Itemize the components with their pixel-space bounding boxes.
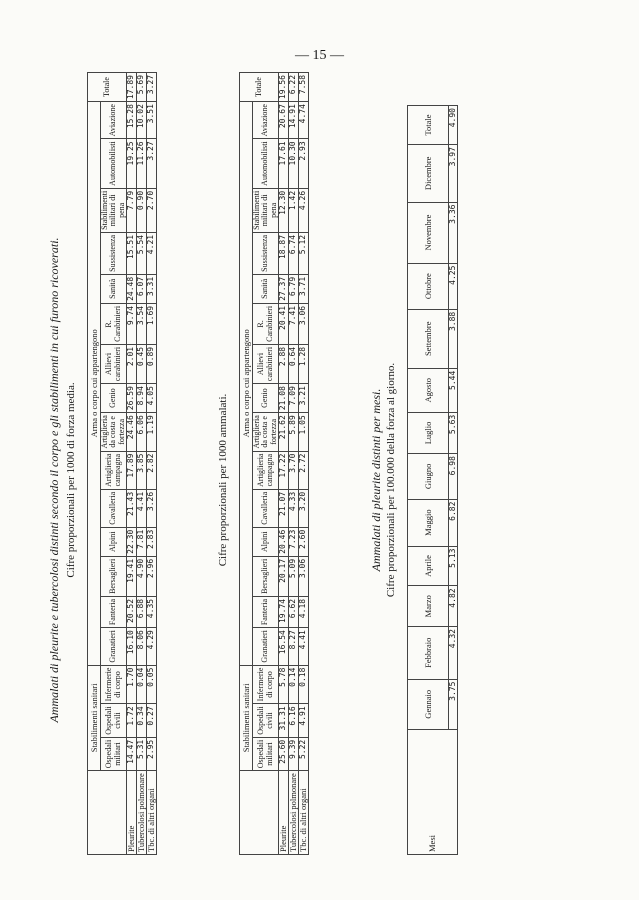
tbl1-cell: 8.06 [137, 628, 147, 665]
tbl1-cell: 4.35 [147, 596, 157, 627]
tbl1-col-header: Alpini [101, 527, 127, 556]
tbl1-cell: 19.25 [127, 139, 137, 188]
tbl1-col-header: Artiglieria campagna [101, 451, 127, 489]
tbl1-cell: 5.54 [137, 232, 147, 274]
tbl2-cell: 10.30 [289, 139, 299, 188]
tbl2-col-header: Cavalleria [253, 489, 279, 527]
tbl2-cell: 0.64 [289, 344, 299, 383]
table3-cell: 6.98 [449, 454, 458, 500]
tbl2-col-header: Bersaglieri [253, 556, 279, 596]
tbl1-col-header: R. Carabinieri [101, 303, 127, 344]
table3-month-header: Agosto [408, 368, 449, 412]
tbl1-cell: 4.21 [147, 232, 157, 274]
tbl1-cell: 8.94 [137, 384, 147, 413]
tbl1-cell: 4.05 [147, 384, 157, 413]
table3-title: Ammalati di pleurite distinti per mesi. [369, 388, 383, 572]
table3-month-header: Maggio [408, 499, 449, 546]
tbl2-col-header: Sanità [253, 274, 279, 303]
tbl1-cell: 7.79 [127, 188, 137, 232]
tbl2-cell: 31.31 [279, 704, 289, 737]
tbl2-row-label: Pleurite [279, 771, 289, 855]
tbl1-col-header: Granatieri [101, 628, 127, 665]
tbl2-col-header: Automobilisti [253, 139, 279, 188]
tbl2-cell: 2.93 [299, 139, 309, 188]
table3-cell: 6.82 [449, 499, 458, 546]
table1-group-armi: Arma o corpo cui appartengono [88, 102, 101, 666]
tbl2-row-label: Tbc. di altri organi [299, 771, 309, 855]
tbl2-cell: 4.18 [299, 596, 309, 627]
tbl1-cell: 11.26 [137, 139, 147, 188]
tbl2-cell: 21.07 [279, 489, 289, 527]
tbl1-cell: 4.29 [147, 628, 157, 665]
tbl2-cell: 3.20 [299, 489, 309, 527]
tbl2-cell: 20.17 [279, 556, 289, 596]
table3-month-header: Ottobre [408, 263, 449, 309]
tbl2-cell: 8.27 [289, 628, 299, 665]
tbl2-cell: 25.60 [279, 737, 289, 770]
tbl2-cell: 7.23 [289, 527, 299, 556]
tbl1-col-header: Fanteria [101, 596, 127, 627]
table3-cell: 5.44 [449, 368, 458, 412]
tbl1-cell: 14.47 [127, 737, 137, 770]
tbl1-cell: 4.41 [137, 489, 147, 527]
tbl2-cell: 3.70 [289, 451, 299, 489]
tbl2-cell: 5.22 [299, 737, 309, 770]
tbl2-cell: 7.09 [289, 384, 299, 413]
tbl2-col-header: R. Carabinieri [253, 303, 279, 344]
tbl2-cell: 4.74 [299, 102, 309, 139]
table1-group-sanitari: Stabilimenti sanitari [88, 665, 101, 771]
tbl1-cell: 16.10 [127, 628, 137, 665]
tbl1-cell: 24.48 [127, 274, 137, 303]
tbl2-row-label: Tubercolosi polmonare [289, 771, 299, 855]
tbl2-cell: 3.06 [299, 303, 309, 344]
tbl1-cell: 4.90 [137, 556, 147, 596]
table3-cell: 4.32 [449, 627, 458, 680]
tbl1-col-header: Stabilimenti militari di pena [101, 188, 127, 232]
table3-month-header: Gennaio [408, 679, 449, 729]
tbl1-col-header: Cavalleria [101, 489, 127, 527]
table1-subtitle: Cifre proporzionali per 1000 di forza media. [65, 382, 77, 578]
tbl1-cell: 1.72 [127, 704, 137, 737]
table3-row-label: Mesi [408, 730, 458, 855]
tbl2-cell: 6.16 [289, 704, 299, 737]
table3-month-header: Dicembre [408, 145, 449, 202]
table3 [407, 105, 458, 855]
tbl2-col-header: Ospedali militari [253, 737, 279, 770]
tbl2-cell: 18.87 [279, 232, 289, 274]
tbl1-cell: 20.52 [127, 596, 137, 627]
tbl1-col-header: Infermerie di corpo [101, 665, 127, 704]
table3-cell: 5.63 [449, 412, 458, 453]
tbl1-cell: 3.51 [147, 102, 157, 139]
tbl1-cell: 1.70 [127, 665, 137, 704]
table3-month-header: Aprile [408, 546, 449, 586]
tbl2-cell: 14.91 [289, 102, 299, 139]
tbl1-cell: 15.28 [127, 102, 137, 139]
tbl1-cell: 21.43 [127, 489, 137, 527]
tbl2-cell: 7.41 [289, 303, 299, 344]
table3-month-header: Giugno [408, 454, 449, 500]
tbl2-cell: 5.12 [299, 232, 309, 274]
tbl1-row-label: Tbc. di altri organi [147, 771, 157, 855]
tbl2-cell: 1.28 [299, 344, 309, 383]
tbl2-col-header: Artiglieria campagna [253, 451, 279, 489]
table3-cell: 3.88 [449, 309, 458, 368]
tbl2-cell: 19.74 [279, 596, 289, 627]
tbl1-cell: 0.04 [137, 665, 147, 704]
tbl2-cell: 17.22 [279, 451, 289, 489]
tbl1-cell: 5.31 [137, 737, 147, 770]
tbl2-row [289, 72, 299, 854]
tbl1-cell: 0.05 [147, 665, 157, 704]
table3-cell: 3.36 [449, 202, 458, 263]
tbl2-cell: 0.18 [299, 665, 309, 704]
tbl1-row [147, 72, 157, 854]
tbl1-cell: 6.88 [137, 596, 147, 627]
table3-month-header: Novembre [408, 202, 449, 263]
tbl2-cell: 20.41 [279, 303, 289, 344]
tbl2-col-header: Fanteria [253, 596, 279, 627]
table3-month-header: Settembre [408, 309, 449, 368]
table3-month-header: Marzo [408, 586, 449, 627]
tbl2-cell: 5.09 [289, 556, 299, 596]
tbl1-cell: 3.31 [147, 274, 157, 303]
tbl1-col-header: Sussistenza [101, 232, 127, 274]
table2-group-armi: Arma o corpo cui appartengono [240, 102, 253, 666]
tbl1-cell: 22.30 [127, 527, 137, 556]
tbl2-col-header: Aviazione [253, 102, 279, 139]
tbl1-cell: 3.85 [137, 451, 147, 489]
tbl1-cell: 3.26 [147, 489, 157, 527]
tbl1-row [137, 72, 147, 854]
tbl2-cell: 9.39 [289, 737, 299, 770]
tbl2-cell: 1.05 [299, 413, 309, 451]
tbl1-col-header: Allievi carabinieri [101, 344, 127, 383]
tbl2-cell: 4.33 [289, 489, 299, 527]
tbl2-col-header: Allievi carabinieri [253, 344, 279, 383]
tbl2-cell: 3.71 [299, 274, 309, 303]
table3-cell: 4.25 [449, 263, 458, 309]
table1-col-totale: Totale [88, 72, 127, 101]
tbl2-col-header: Sussistenza [253, 232, 279, 274]
tbl1-cell: 26.59 [127, 384, 137, 413]
tbl2-col-header: Genio [253, 384, 279, 413]
tbl2-cell: 1.42 [289, 188, 299, 232]
tbl2-cell: 6.62 [289, 596, 299, 627]
tbl1-col-header: Artiglieria da costa e fortezza [101, 413, 127, 451]
tbl1-col-header: Genio [101, 384, 127, 413]
tbl2-cell: 5.89 [289, 413, 299, 451]
tbl1-cell: 2.82 [147, 451, 157, 489]
tbl1-cell: 0.34 [137, 704, 147, 737]
table2-corner [240, 771, 279, 855]
tbl2-cell: 6.74 [289, 232, 299, 274]
rotated-content [39, 74, 599, 865]
tbl2-col-header: Granatieri [253, 628, 279, 665]
tbl1-cell: 19.41 [127, 556, 137, 596]
tbl2-cell: 0.14 [289, 665, 299, 704]
table2 [239, 72, 309, 855]
tbl1-cell: 7.81 [137, 527, 147, 556]
tbl2-cell: 19.56 [279, 72, 289, 101]
table3-subtitle: Cifre proporzionali per 100.000 della forza al giorno. [385, 362, 397, 598]
table3-cell: 5.13 [449, 546, 458, 586]
tbl2-cell: 6.22 [289, 72, 299, 101]
tbl2-cell: 4.41 [299, 628, 309, 665]
table3-cell: 3.75 [449, 679, 458, 729]
tbl1-cell: 2.83 [147, 527, 157, 556]
tbl1-cell: 10.02 [137, 102, 147, 139]
tbl1-col-header: Sanità [101, 274, 127, 303]
tbl2-col-header: Artiglieria da costa e fortezza [253, 413, 279, 451]
table1-title: Ammalati di pleurite e tubercolosi distinti secondo il corpo e gli stabilimenti in cui furono ricoverati. [47, 237, 61, 723]
tbl1-cell: 0.27 [147, 704, 157, 737]
tbl2-cell: 3.06 [299, 556, 309, 596]
tbl1-cell: 1.19 [147, 413, 157, 451]
tbl2-cell: 2.88 [279, 344, 289, 383]
table2-subtitle: Cifre proporzionali per 1000 ammalati. [217, 393, 229, 567]
tbl2-col-header: Stabilimenti militari di pena [253, 188, 279, 232]
tbl2-cell: 20.67 [279, 102, 289, 139]
tbl2-cell: 3.21 [299, 384, 309, 413]
tbl1-cell: 2.96 [147, 556, 157, 596]
tbl2-cell: 4.26 [299, 188, 309, 232]
tbl2-row [279, 72, 289, 854]
tbl1-row [127, 72, 137, 854]
tbl2-col-header: Alpini [253, 527, 279, 556]
table2-group-sanitari: Stabilimenti sanitari [240, 665, 253, 771]
table1 [87, 72, 157, 855]
tbl1-col-header: Ospedali civili [101, 704, 127, 737]
tbl1-cell: 6.07 [137, 274, 147, 303]
tbl1-cell: 0.90 [137, 188, 147, 232]
table3-month-header: Febbraio [408, 627, 449, 680]
tbl2-cell: 4.91 [299, 704, 309, 737]
tbl2-cell: 21.62 [279, 413, 289, 451]
table3-cell: 3.97 [449, 145, 458, 202]
tbl1-col-header: Automobilisti [101, 139, 127, 188]
tbl1-cell: 2.70 [147, 188, 157, 232]
tbl2-cell: 7.58 [299, 72, 309, 101]
tbl1-cell: 15.51 [127, 232, 137, 274]
table3-cell: 4.82 [449, 586, 458, 627]
tbl1-cell: 9.74 [127, 303, 137, 344]
page-number: — 15 — [295, 48, 344, 63]
table1-corner [88, 771, 127, 855]
tbl1-cell: 0.45 [137, 344, 147, 383]
tbl2-cell: 16.54 [279, 628, 289, 665]
tbl1-row-label: Pleurite [127, 771, 137, 855]
tbl2-cell: 20.46 [279, 527, 289, 556]
tbl1-cell: 2.95 [147, 737, 157, 770]
tbl2-cell: 6.79 [289, 274, 299, 303]
tbl2-cell: 5.78 [279, 665, 289, 704]
tbl1-cell: 17.89 [127, 451, 137, 489]
tbl1-col-header: Bersaglieri [101, 556, 127, 596]
tbl1-cell: 3.54 [137, 303, 147, 344]
tbl1-cell: 17.89 [127, 72, 137, 101]
tbl2-cell: 12.30 [279, 188, 289, 232]
table3-cell: 4.90 [449, 106, 458, 145]
tbl1-col-header: Ospedali militari [101, 737, 127, 770]
tbl1-cell: 24.46 [127, 413, 137, 451]
tbl2-col-header: Ospedali civili [253, 704, 279, 737]
tbl2-cell: 2.72 [299, 451, 309, 489]
table2-col-totale: Totale [240, 72, 279, 101]
tbl1-row-label: Tubercolosi polmonare [137, 771, 147, 855]
tbl2-cell: 2.60 [299, 527, 309, 556]
table3-month-header: Totale [408, 106, 449, 145]
tbl1-cell: 3.27 [147, 72, 157, 101]
tbl2-cell: 17.61 [279, 139, 289, 188]
tbl2-col-header: Infermerie di corpo [253, 665, 279, 704]
tbl1-cell: 6.06 [137, 413, 147, 451]
tbl1-col-header: Aviazione [101, 102, 127, 139]
table3-month-header: Luglio [408, 412, 449, 453]
tbl2-cell: 21.08 [279, 384, 289, 413]
tbl1-cell: 5.69 [137, 72, 147, 101]
tbl2-row [299, 72, 309, 854]
tbl1-cell: 3.27 [147, 139, 157, 188]
tbl2-cell: 27.37 [279, 274, 289, 303]
tbl1-cell: 2.01 [127, 344, 137, 383]
tbl1-cell: 0.89 [147, 344, 157, 383]
tbl1-cell: 1.69 [147, 303, 157, 344]
